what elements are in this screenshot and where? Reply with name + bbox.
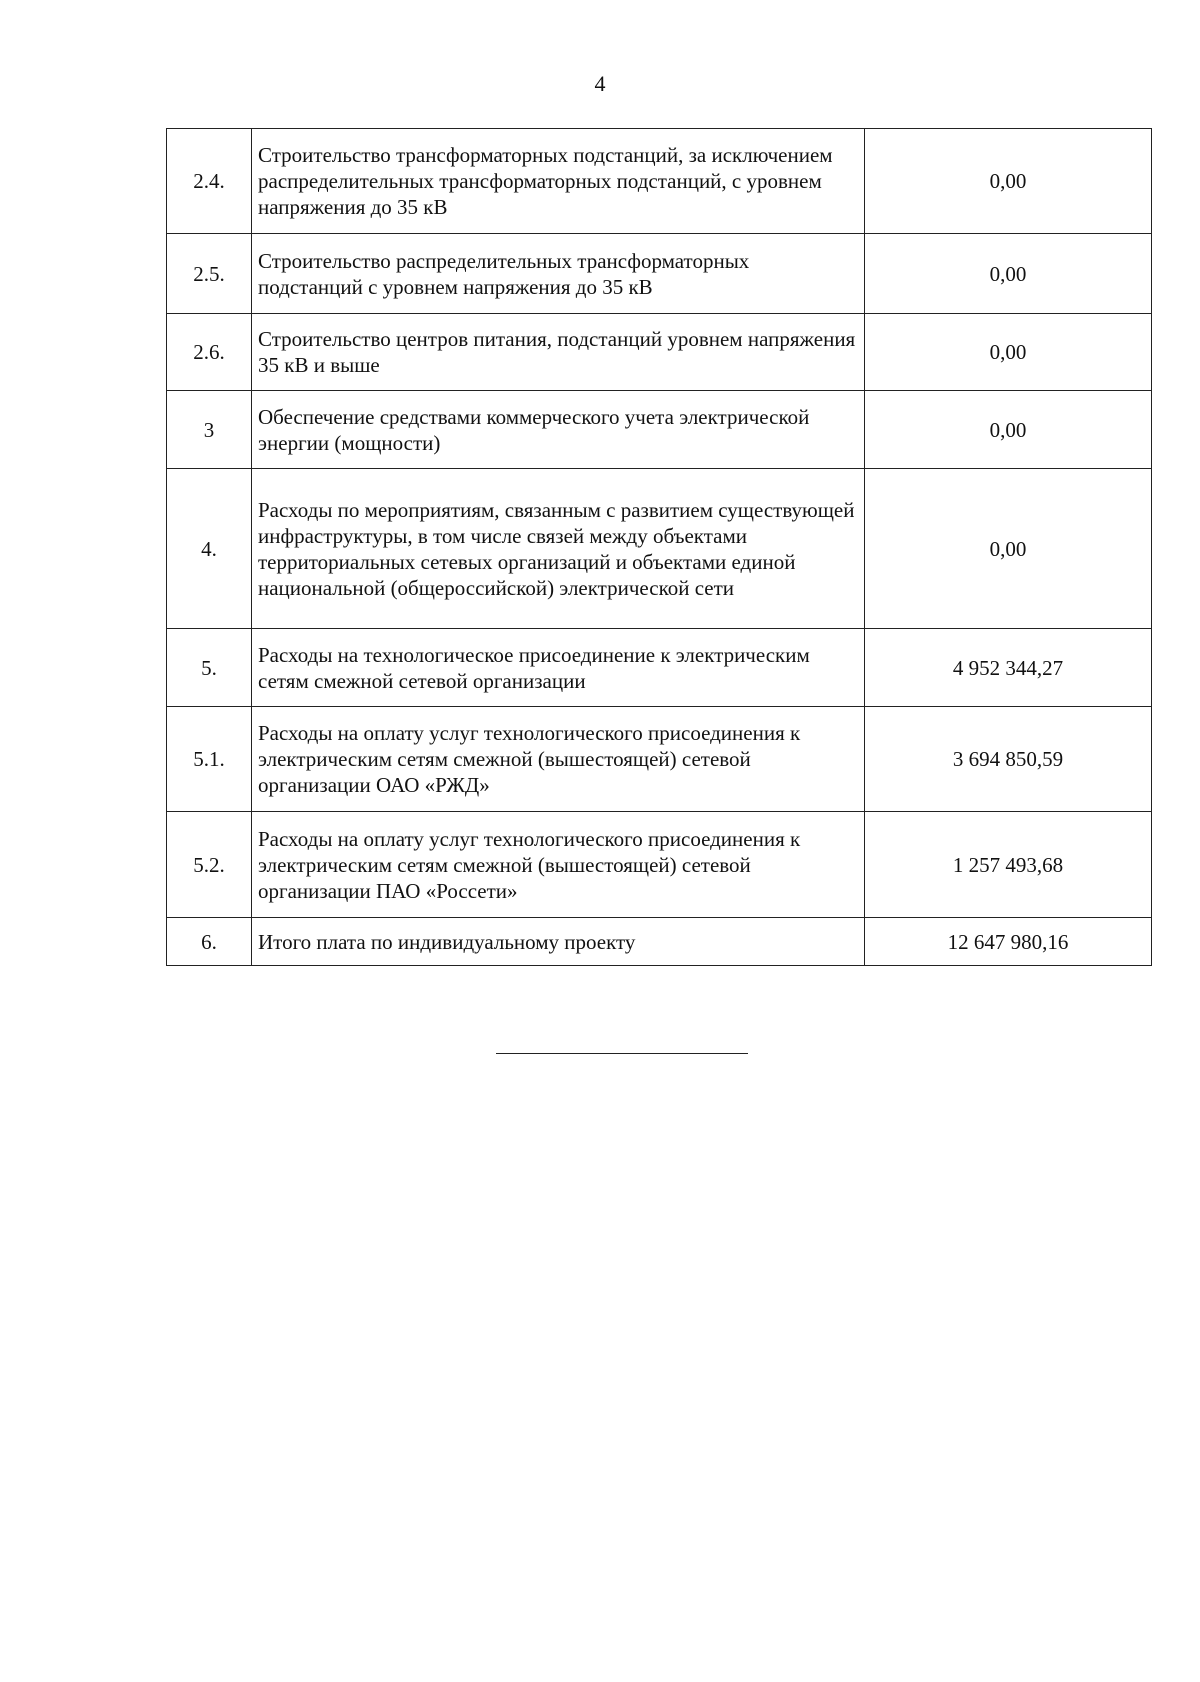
row-description: Строительство распределительных трансформаторных подстанций с уровнем напряжения до 35 кВ: [252, 234, 865, 314]
table-row: [167, 812, 1152, 918]
row-number: 5.: [167, 629, 252, 707]
row-value: 0,00: [865, 314, 1152, 391]
row-value: 0,00: [865, 391, 1152, 469]
row-description: Расходы на технологическое присоединение к электрическим сетям смежной сетевой организации: [252, 629, 865, 707]
table-row: [167, 314, 1152, 391]
row-number: 4.: [167, 469, 252, 629]
row-value: 0,00: [865, 129, 1152, 234]
row-number: 2.6.: [167, 314, 252, 391]
table-row: [167, 469, 1152, 629]
row-number: 5.1.: [167, 707, 252, 812]
table-row: [167, 234, 1152, 314]
table-row: [167, 391, 1152, 469]
row-description: Расходы на оплату услуг технологического присоединения к электрическим сетям смежной (вышестоящей) сетевой организации ОАО «РЖД»: [252, 707, 865, 812]
row-value: 0,00: [865, 234, 1152, 314]
row-description: Обеспечение средствами коммерческого учета электрической энергии (мощности): [252, 391, 865, 469]
table-row: [167, 629, 1152, 707]
row-number: 5.2.: [167, 812, 252, 918]
row-value: 4 952 344,27: [865, 629, 1152, 707]
row-number: 2.4.: [167, 129, 252, 234]
row-number: 6.: [167, 918, 252, 966]
row-value: 0,00: [865, 469, 1152, 629]
row-description: Итого плата по индивидуальному проекту: [252, 918, 865, 966]
cost-table-container: [166, 128, 1134, 966]
row-number: 2.5.: [167, 234, 252, 314]
row-description: Строительство трансформаторных подстанций, за исключением распределительных трансформаторных подстанций, с уровнем напряжения до 35 кВ: [252, 129, 865, 234]
row-value: 3 694 850,59: [865, 707, 1152, 812]
row-description: Расходы на оплату услуг технологического присоединения к электрическим сетям смежной (вышестоящей) сетевой организации ПАО «Россети»: [252, 812, 865, 918]
cost-table: [166, 128, 1152, 966]
table-row: [167, 707, 1152, 812]
row-description: Строительство центров питания, подстанций уровнем напряжения 35 кВ и выше: [252, 314, 865, 391]
row-number: 3: [167, 391, 252, 469]
row-value: 12 647 980,16: [865, 918, 1152, 966]
row-description: Расходы по мероприятиям, связанным с развитием существующей инфраструктуры, в том числе связей между объектами территориальных сетевых организаций и объектами единой национальной (общероссийской) электрической сети: [252, 469, 865, 629]
table-row: [167, 918, 1152, 966]
closing-divider: [496, 1053, 748, 1054]
row-value: 1 257 493,68: [865, 812, 1152, 918]
page-number: 4: [594, 71, 606, 96]
table-row: [167, 129, 1152, 234]
